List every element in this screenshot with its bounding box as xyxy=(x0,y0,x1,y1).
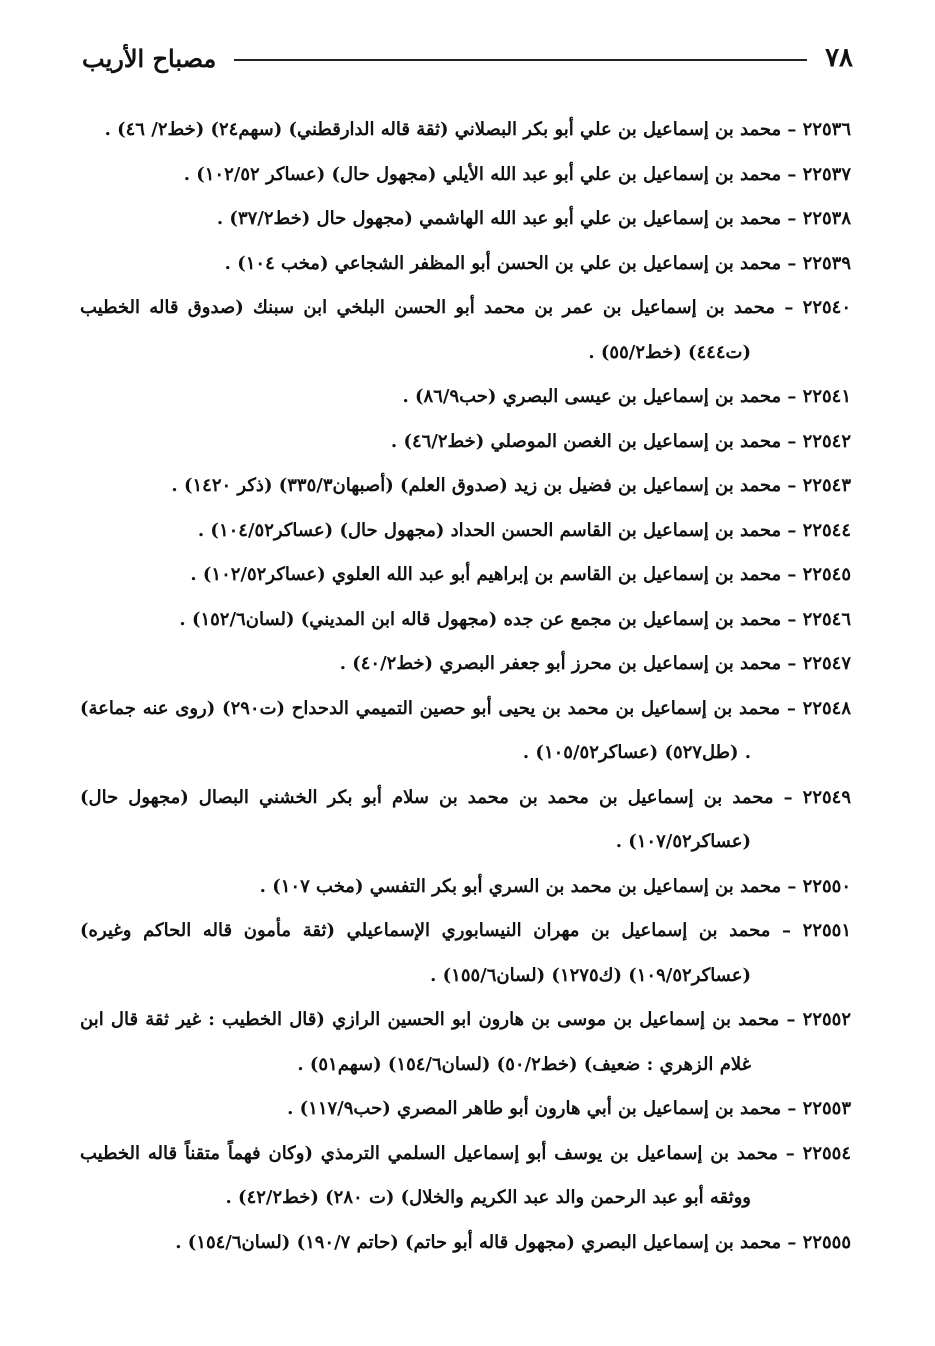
entry-22552: ٢٢٥٥٢ – محمد بن إسماعيل بن موسى بن هارون ابو الحسين الرازي (قال الخطيب : غير ثقة قال ابن غلام الزهري : ضعيف) (خط٥٠/٢) (لسان١٥٤/٦) (سهم٥١) . xyxy=(80,1009,851,1075)
entry-22539: ٢٢٥٣٩ – محمد بن إسماعيل بن علي بن الحسن أبو المظفر الشجاعي (مخب ١٠٤) . xyxy=(224,252,851,274)
header-rule xyxy=(234,59,807,61)
entry-22542: ٢٢٥٤٢ – محمد بن إسماعيل بن الغصن الموصلي (خط٤٦/٢) . xyxy=(390,430,851,452)
entry-22540: ٢٢٥٤٠ – محمد بن إسماعيل بن عمر بن محمد أبو الحسن البلخي ابن سبنك (صدوق قاله الخطيب (ت٤٤٤) (خط٥٥/٢) . xyxy=(80,297,851,363)
entry-22538: ٢٢٥٣٨ – محمد بن إسماعيل بن علي أبو عبد الله الهاشمي (مجهول حال (خط٣٧/٢) . xyxy=(216,208,851,229)
entry-22550: ٢٢٥٥٠ – محمد بن إسماعيل بن محمد بن السري أبو بكر التفسي (مخب ١٠٧) . xyxy=(259,875,851,897)
entry-22536: ٢٢٥٣٦ – محمد بن إسماعيل بن علي أبو بكر البصلاني (ثقة قاله الدارقطني) (سهم٢٤) (خط٢/ ٤٦) . xyxy=(104,119,851,140)
running-title: مصباح الأريب xyxy=(82,43,217,73)
entry-22547: ٢٢٥٤٧ – محمد بن إسماعيل بن محرز أبو جعفر البصري (خط٤٠/٢) . xyxy=(339,653,851,674)
entry-22548: ٢٢٥٤٨ – محمد بن إسماعيل بن محمد بن يحيى أبو حصين التميمي الدحداح (ت٢٩٠) (روى عنه جماعة) . (طل٥٢٧) (عساكر١٠٥/٥٢) . xyxy=(80,697,852,763)
entries-list xyxy=(80,108,851,1265)
entry-22545: ٢٢٥٤٥ – محمد بن إسماعيل بن القاسم بن إبراهيم أبو عبد الله العلوي (عساكر١٠٢/٥٢) . xyxy=(190,564,851,585)
entry-22549: ٢٢٥٤٩ – محمد بن إسماعيل بن محمد بن محمد بن سلام أبو بكر الخشني البصال (مجهول حال) (عساكر١٠٧/٥٢) . xyxy=(80,786,851,852)
page-header xyxy=(82,38,853,78)
entry-22551: ٢٢٥٥١ – محمد بن إسماعيل بن مهران النيسابوري الإسماعيلي (ثقة مأمون قاله الحاكم وغيره) (عساكر١٠٩/٥٢) (ك١٢٧٥) (لسان١٥٥/٦) . xyxy=(80,920,851,986)
page-number: ٧٨ xyxy=(825,43,853,73)
entry-22541: ٢٢٥٤١ – محمد بن إسماعيل بن عيسى البصري (حب٨٦/٩) . xyxy=(402,386,851,407)
entry-22544: ٢٢٥٤٤ – محمد بن إسماعيل بن القاسم الحسن الحداد (مجهول حال) (عساكر١٠٤/٥٢) . xyxy=(197,519,851,541)
entry-22554: ٢٢٥٥٤ – محمد بن إسماعيل بن يوسف أبو إسماعيل السلمي الترمذي (وكان فهماً متقناً قاله الخطيب ووثقه أبو عبد الرحمن والد عبد الكريم والخلال) (ت ٢٨٠) (خط٤٢/٢) . xyxy=(80,1142,851,1208)
entry-22537: ٢٢٥٣٧ – محمد بن إسماعيل بن علي أبو عبد الله الأيلي (مجهول حال) (عساكر ١٠٢/٥٢) . xyxy=(183,163,851,185)
entry-22543: ٢٢٥٤٣ – محمد بن إسماعيل بن فضيل بن زيد (صدوق العلم) (أصبهان٣٣٥/٣) (ذكر ١٤٢٠) . xyxy=(171,475,851,496)
entry-22553: ٢٢٥٥٣ – محمد بن إسماعيل بن أبي هارون أبو طاهر المصري (حب١١٧/٩) . xyxy=(287,1098,851,1119)
entry-22546: ٢٢٥٤٦ – محمد بن إسماعيل بن مجمع عن جده (مجهول قاله ابن المديني) (لسان١٥٢/٦) . xyxy=(179,608,851,630)
entry-22555: ٢٢٥٥٥ – محمد بن إسماعيل البصري (مجهول قاله أبو حاتم) (حاتم ١٩٠/٧) (لسان١٥٤/٦) . xyxy=(175,1231,851,1253)
